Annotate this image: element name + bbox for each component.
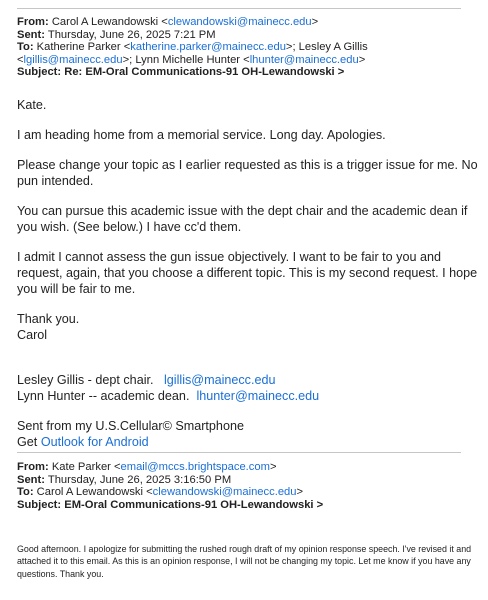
get-outlook-line xyxy=(17,434,479,450)
from-label: From: xyxy=(17,16,49,28)
orig-from-name: Kate Parker xyxy=(51,461,111,473)
paragraph-1: I am heading home from a memorial service. Long day. Apologies. xyxy=(17,128,386,142)
from-name: Carol A Lewandowski xyxy=(51,16,159,28)
orig-to-line: To: Carol A Lewandowski <clewandowski@mainecc.edu> xyxy=(17,486,304,499)
quoted-divider xyxy=(17,452,461,453)
orig-subject-label: Subject: xyxy=(17,498,62,511)
orig-sent-date: Thursday, June 26, 2025 3:16:50 PM xyxy=(47,473,232,486)
orig-from-label: From: xyxy=(17,461,49,473)
sent-line xyxy=(17,29,477,42)
orig-to-email-link[interactable]: clewandowski@mainecc.edu xyxy=(152,486,297,499)
get-label: Get xyxy=(17,435,38,449)
sent-from: Sent from my U.S.Cellular© Smartphone xyxy=(17,419,244,433)
reply-body xyxy=(17,97,479,343)
contact-2 xyxy=(17,388,479,404)
paragraph-2: Please change your topic as I earlier requested as this is a trigger issue for me. No pun intended. xyxy=(17,158,478,188)
original-header xyxy=(17,461,477,511)
orig-to-name: Carol A Lewandowski xyxy=(36,486,144,499)
subject-text: Re: EM-Oral Communications-91 OH-Lewandowski > xyxy=(64,66,345,79)
to-name-1: Katherine Parker xyxy=(36,41,121,54)
contact-2-email-link[interactable]: lhunter@mainecc.edu xyxy=(196,389,320,403)
outlook-android-link[interactable]: Outlook for Android xyxy=(40,435,149,449)
signature: Carol xyxy=(17,328,48,342)
to-line-cont: <lgillis@mainecc.edu>; Lynn Michelle Hunter <lhunter@mainecc.edu> xyxy=(17,53,366,66)
contact-1 xyxy=(17,372,479,388)
orig-from-email-link[interactable]: email@mccs.brightspace.com xyxy=(120,461,270,473)
paragraph-3: You can pursue this academic issue with the dept chair and the academic dean if you wish. (See below.) I have cc'd them. xyxy=(17,204,468,234)
orig-subject-line xyxy=(17,499,477,512)
sent-date: Thursday, June 26, 2025 7:21 PM xyxy=(47,28,216,41)
contact-2-text: Lynn Hunter -- academic dean. xyxy=(17,389,190,403)
from-email-link[interactable]: clewandowski@mainecc.edu xyxy=(167,16,312,28)
contact-1-text: Lesley Gillis - dept chair. xyxy=(17,373,154,387)
contact-1-email-link[interactable]: lgillis@mainecc.edu xyxy=(164,373,276,387)
original-body: Good afternoon. I apologize for submitting the rushed rough draft of my opinion response speech. I've revised it and attached it to this email. As this is an opinion response, I will not be changing my topic. Let me know if you have any questions. Thank you. xyxy=(17,544,472,579)
sent-label: Sent: xyxy=(17,28,45,41)
greeting: Kate. xyxy=(17,98,47,112)
to-name-2: Lesley A Gillis xyxy=(298,41,368,54)
to-email-link-1[interactable]: katherine.parker@mainecc.edu xyxy=(130,41,286,54)
paragraph-4: I admit I cannot assess the gun issue objectively. I want to be fair to you and request, again, that you choose a different topic. This is my second request. I hope you will be fair to me. xyxy=(17,250,478,296)
orig-from-line: From: Kate Parker <email@mccs.brightspace.com> xyxy=(17,461,277,473)
to-email-link-3[interactable]: lhunter@mainecc.edu xyxy=(249,53,359,66)
from-line: From: Carol A Lewandowski <clewandowski@mainecc.edu> xyxy=(17,16,319,28)
signoff: Thank you. xyxy=(17,312,80,326)
to-line: To: Katherine Parker <katherine.parker@mainecc.edu>; Lesley A Gillis xyxy=(17,41,368,54)
contacts xyxy=(17,372,479,450)
orig-subject-text: EM-Oral Communications-91 OH-Lewandowski > xyxy=(64,498,324,511)
to-name-3: Lynn Michelle Hunter xyxy=(135,53,241,66)
subject-line xyxy=(17,66,477,79)
reply-header xyxy=(17,16,477,79)
orig-sent-line xyxy=(17,474,477,487)
orig-sent-label: Sent: xyxy=(17,473,45,486)
to-label: To: xyxy=(17,41,34,54)
to-email-link-2[interactable]: lgillis@mainecc.edu xyxy=(23,53,123,66)
orig-to-label: To: xyxy=(17,486,34,499)
top-divider xyxy=(17,8,461,9)
subject-label: Subject: xyxy=(17,66,62,79)
